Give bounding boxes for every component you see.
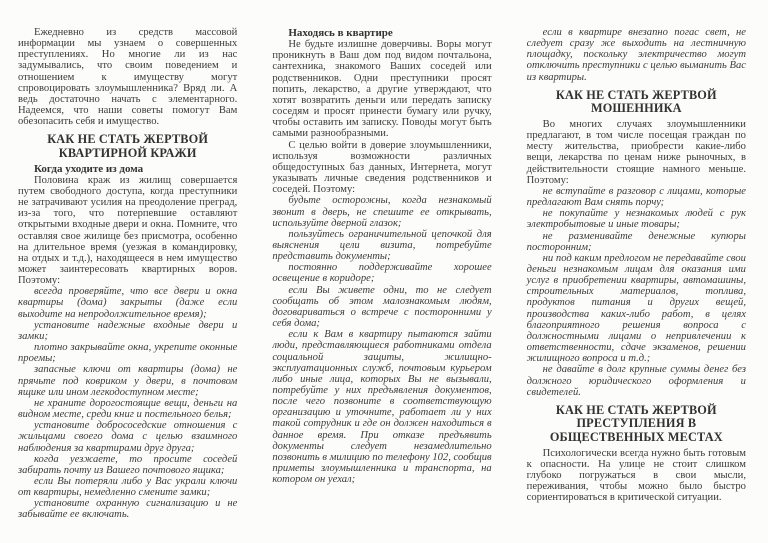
advice-item: постоянно поддерживайте хорошее освещение в коридоре; (272, 262, 492, 285)
advice-item: установите добрососедские отношения с жильцами своего дома с целью взаимного наблюдения за квартирами друг друга; (18, 420, 238, 454)
section-heading: КАК НЕ СТАТЬ ЖЕРТВОЙ ПРЕСТУПЛЕНИЯ В ОБЩЕСТВЕННЫХ МЕСТАХ (549, 402, 723, 445)
advice-item: если Вы живете одни, то не следует сообщать об этом малознакомым людям, договариваться о встрече с посторонними у себя дома; (272, 284, 492, 330)
advice-item: будьте осторожны, когда незнакомый звонит в дверь, не спешите ее открывать, используйте дверной глазок; (272, 195, 492, 229)
advice-item: ни под каким предлогом не передавайте свои деньги незнакомым лицам для оказания ими услуг в приобретении квартиры, автомашины, строительных материалов, топлива, продуктов питания и других вещей, производства каких-либо работ, в целях благоприятного решения вопроса с должностными лицами о непривлечении к ответственности, сдаче экзаменов, решении жилищного вопроса и т.д.; (526, 252, 746, 365)
advice-item: когда уезжаете, то просите соседей забирать почту из Вашего почтового ящика; (18, 453, 238, 476)
section-heading: КАК НЕ СТАТЬ ЖЕРТВОЙ МОШЕННИКА (555, 87, 717, 116)
advice-item: если Вы потеряли либо у Вас украли ключи от квартиры, немедленно смените замки; (18, 475, 238, 499)
body-paragraph: Психологически всегда нужно быть готовым к опасности. На улице не стоит слишком глубоко погружаться в свои мысли, переживания, чтобы можно было быстро сориентироваться в критической ситуации. (526, 447, 746, 504)
advice-item: если к Вам в квартиру пытаются зайти люди, представляющиеся работниками отдела социальной защиты, жилищно-эксплуатационных служб, почтовым курьером либо иные лица, которых Вы не вызывали, потребуйте у них предъявления документов, после чего позвоните в соответствующую организацию и уточните, работает ли у них такой сотрудник и где он должен находиться в данное время. При отказе предъявить документы следует незамедлительно позвонить в милицию по телефону 102, сообщив приметы злоумышленника и транспорта, на котором он уехал; (272, 329, 492, 486)
body-paragraph: Ежедневно из средств массовой информации мы узнаем о совершенных преступлениях. Но многие ли из нас задумывались, что своим поведением и отношением к имуществу могут спровоцировать злоумышленника? Вряд ли. А ведь достаточно начать с элементарного. Надеемся, что наши советы помогут Вам обезопасить себя и имущество. (18, 27, 238, 128)
advice-item: если в квартире внезапно погас свет, не следует сразу же выходить на лестничную площадку, поскольку электричество могут отключить преступники с целью выманить Вас из квартиры. (526, 27, 746, 83)
advice-item: установите надежные входные двери и замки; (18, 319, 238, 342)
text-column-middle (272, 27, 491, 535)
advice-item: запасные ключи от квартиры (дома) не прячьте под ковриком у двери, в почтовом ящике или ином легкодоступном месте; (18, 364, 238, 398)
advice-item: не покупайте у незнакомых людей с рук электробытовые и иные товары; (526, 208, 746, 231)
advice-item: установите охранную сигнализацию и не забывайте ее включать. (18, 498, 238, 521)
advice-item: плотно закрывайте окна, укрепите оконные проемы; (18, 342, 238, 365)
advice-item: не разменивайте денежные купюры посторонним; (526, 230, 746, 253)
advice-item: не давайте в долг крупные суммы денег без должного юридического оформления и свидетелей. (526, 364, 746, 398)
sub-heading: Находясь в квартире (288, 27, 393, 39)
text-column-left (18, 27, 237, 535)
advice-item: пользуйтесь ограничительной цепочкой для выяснения цели визита, потребуйте представить документы; (272, 228, 492, 263)
body-paragraph: С целью войти в доверие злоумышленники, используя возможности различных общедоступных баз данных, Интернета, могут указывать личные сведения родственников и соседей. Поэтому: (272, 139, 492, 196)
body-paragraph: Половина краж из жилищ совершается путем свободного доступа, когда преступники не затрачивают усилия на преодоление преград, из-за того, что потерпевшие оставляют открытыми входные двери и окна. Помните, что оставляя свое жилище без присмотра, особенно на длительное время (уезжая в командировку, на отдых и т.д.), находящееся в нем имущество может заинтересовать квартирных воров. Поэтому: (18, 174, 238, 287)
body-paragraph: Во многих случаях злоумышленники предлагают, в том числе посещая граждан по месту жительства, приобрести какие-либо вещи, лекарства по ценам ниже рыночных, в действительности стоящие намного меньше. Поэтому: (526, 118, 746, 186)
body-paragraph: Не будьте излишне доверчивы. Воры могут проникнуть в Ваш дом под видом почтальона, сантехника, знакомого Ваших соседей или родственников. Одни преступники просят попить, лекарство, а другие утверждают, что хотят возвратить деньги или передать записку соседям и просят принести бумагу или ручку, чтобы оставить им записку. Поводы могут быть самыми разнообразными. (272, 39, 492, 140)
section-heading: КАК НЕ СТАТЬ ЖЕРТВОЙ КВАРТИРНОЙ КРАЖИ (47, 132, 209, 160)
text-column-right (527, 27, 746, 535)
advice-item: не храните дорогостоящие вещи, деньги на видном месте, среди книг и постельного белья; (18, 397, 238, 421)
advice-item: не вступайте в разговор с лицами, которые предлагают Вам снять порчу; (526, 185, 746, 209)
sub-heading: Когда уходите из дома (34, 162, 144, 175)
advice-item: всегда проверяйте, что все двери и окна квартиры (дома) закрыты (даже если выходите на непродолжительное время); (18, 286, 238, 320)
